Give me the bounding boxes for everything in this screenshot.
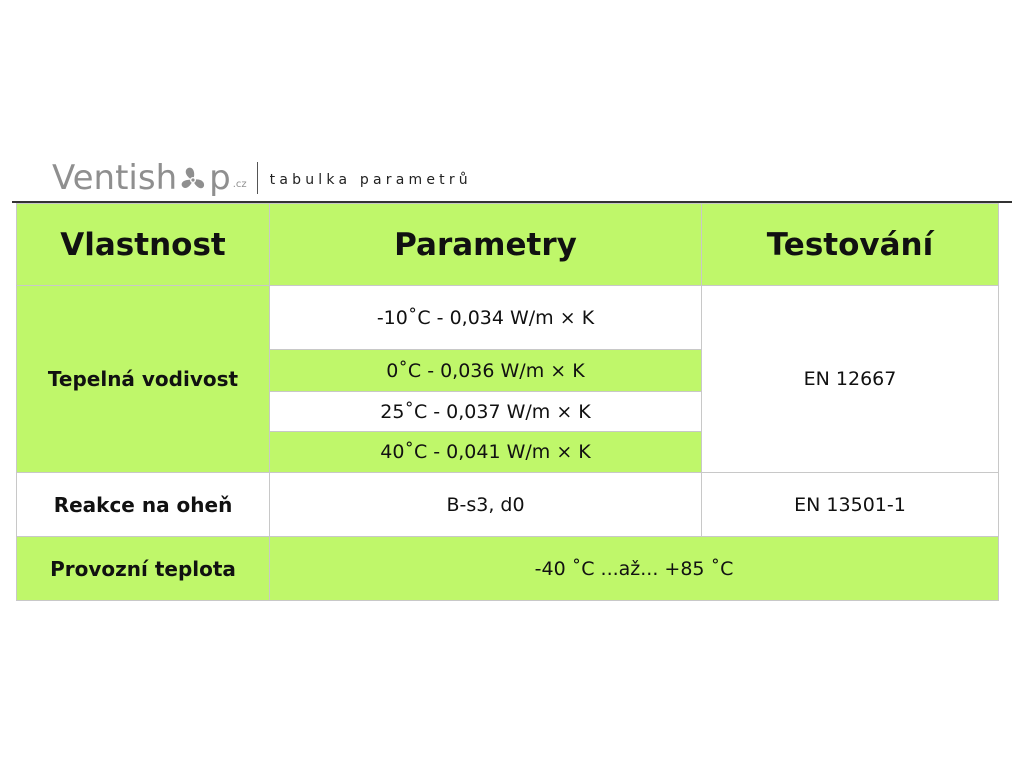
table-row [17,537,999,601]
fire-reaction-test-standard: EN 13501-1 [702,473,999,537]
fan-icon [178,164,208,194]
brand-header [52,154,472,198]
thermal-value-3: 25˚C - 0,037 W/m × K [270,392,702,432]
thermal-value-1: -10˚C - 0,034 W/m × K [270,286,702,350]
header-parameters: Parametry [270,204,702,286]
brand-subtitle: tabulka parametrů [269,172,472,188]
table-row [17,286,999,350]
fire-reaction-label: Reakce na oheň [17,473,270,537]
header-property: Vlastnost [17,204,270,286]
logo-text-left: Ventish [52,158,178,198]
operating-temperature-label: Provozní teplota [17,537,270,601]
logo [52,158,231,198]
brand-divider [257,162,258,194]
parameters-table [16,203,999,601]
table-row [17,473,999,537]
thermal-test-standard: EN 12667 [702,286,999,473]
logo-tld: .cz [232,179,247,190]
header-testing: Testování [702,204,999,286]
operating-temperature-value: -40 ˚C ...až... +85 ˚C [270,537,999,601]
header-row [17,204,999,286]
thermal-value-2: 0˚C - 0,036 W/m × K [270,350,702,392]
logo-text-right: p [209,158,231,198]
fire-reaction-value: B-s3, d0 [270,473,702,537]
thermal-conductivity-label: Tepelná vodivost [17,286,270,473]
thermal-value-4: 40˚C - 0,041 W/m × K [270,432,702,473]
